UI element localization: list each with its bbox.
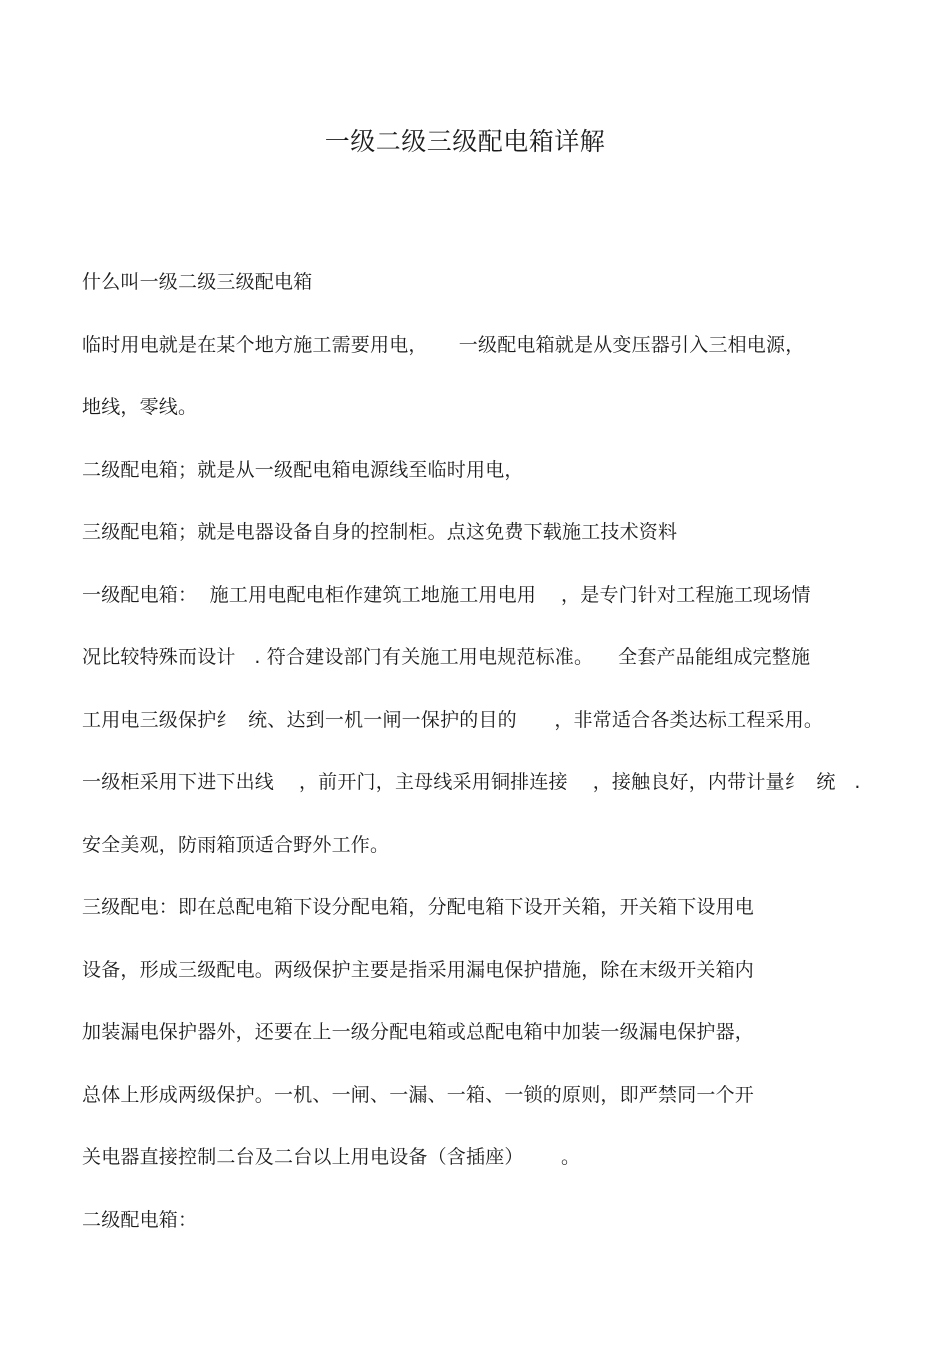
paragraph-line: 设备，形成三级配电。两级保护主要是指采用漏电保护措施，除在末级开关箱内 bbox=[82, 959, 755, 981]
paragraph-line: 三级配电箱；就是电器设备自身的控制柜。点这免费下载施工技术资料 bbox=[82, 521, 678, 543]
paragraph-line: 一级柜采用下进下出线 ，前开门，主母线采用铜排连接 ，接触良好，内带计量纟 统 . bbox=[82, 771, 861, 793]
paragraph-line: 工用电三级保护纟 统、达到一机一闸一保护的目的 ，非常适合各类达标工程采用。 bbox=[82, 709, 824, 731]
paragraph-line: 一级配电箱： 施工用电配电柜作建筑工地施工用电用 ，是专门针对工程施工现场情 bbox=[82, 584, 811, 606]
paragraph-line: 总体上形成两级保护。一机、一闸、一漏、一箱、一锁的原则，即严禁同一个开 bbox=[82, 1084, 755, 1106]
paragraph-line: 临时用电就是在某个地方施工需要用电， 一级配电箱就是从变压器引入三相电源， bbox=[82, 334, 805, 356]
paragraph-line: 况比较特殊而设计 . 符合建设部门有关施工用电规范标准。 全套产品能组成完整施 bbox=[82, 646, 811, 668]
document-title: 一级二级三级配电箱详解 bbox=[324, 127, 606, 156]
section-heading: 二级配电箱： bbox=[82, 1209, 198, 1231]
paragraph-line: 地线，零线。 bbox=[82, 396, 198, 418]
paragraph-line: 加装漏电保护器外，还要在上一级分配电箱或总配电箱中加装一级漏电保护器， bbox=[82, 1021, 755, 1043]
section-heading: 什么叫一级二级三级配电箱 bbox=[82, 271, 313, 293]
paragraph-line: 三级配电：即在总配电箱下设分配电箱，分配电箱下设开关箱，开关箱下设用电 bbox=[82, 896, 755, 918]
paragraph-line: 二级配电箱；就是从一级配电箱电源线至临时用电， bbox=[82, 459, 524, 481]
paragraph-line: 关电器直接控制二台及二台以上用电设备（含插座） 。 bbox=[82, 1146, 581, 1168]
paragraph-line: 安全美观，防雨箱顶适合野外工作。 bbox=[82, 834, 390, 856]
